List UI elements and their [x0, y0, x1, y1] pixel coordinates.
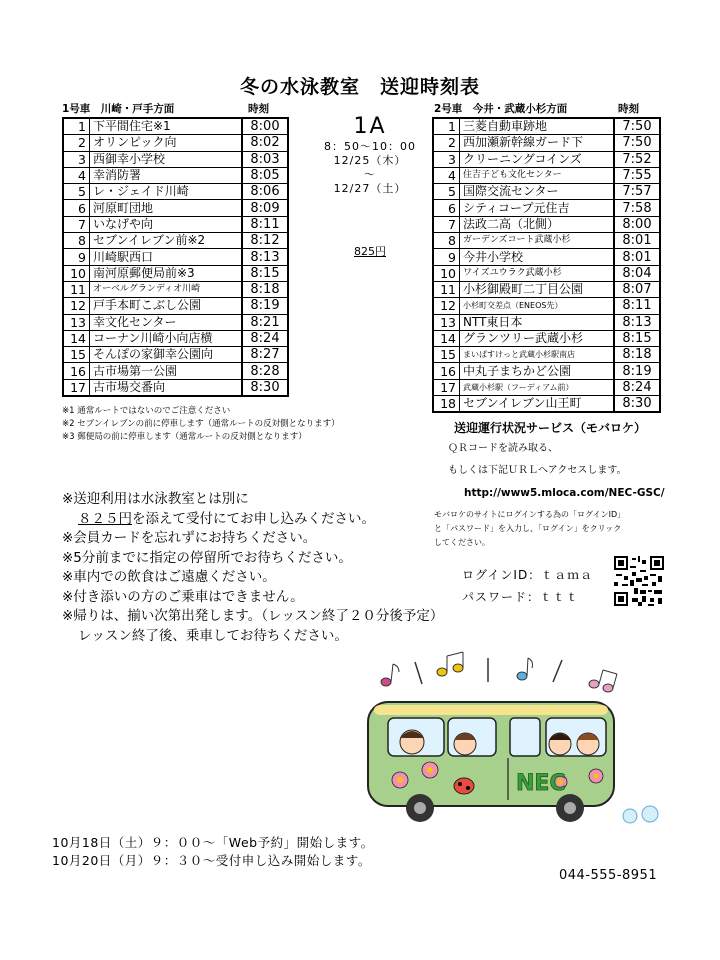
footnote-3: ※3 郵便局の前に停車します（通常ルートの反対側となります） — [62, 432, 307, 442]
right-stop-row — [433, 396, 660, 413]
stop-time: 7:57 — [614, 184, 660, 200]
stop-name: 戸手本町こぶし公園 — [90, 298, 243, 314]
stop-time: 7:50 — [614, 135, 660, 151]
stop-name: いなげや向 — [90, 216, 243, 232]
course-code: 1A — [353, 114, 387, 139]
note-fee: ８２５円 — [78, 510, 132, 527]
stop-time: 8:24 — [614, 379, 660, 395]
stop-time: 8:15 — [242, 265, 288, 281]
note-1a: ※送迎利用は水泳教室とは別に — [62, 491, 249, 507]
note-1b — [62, 510, 443, 530]
stop-name: 河原町団地 — [90, 200, 243, 216]
right-stop-row — [433, 167, 660, 183]
stop-number: 1 — [433, 118, 460, 135]
stop-time: 7:58 — [614, 200, 660, 216]
stop-name: クリーニングコインズ — [460, 151, 615, 167]
fee-label: 825円 — [354, 245, 386, 258]
right-time-header: 時刻 — [618, 103, 639, 115]
stop-number: 6 — [433, 200, 460, 216]
music-note-icon — [589, 670, 617, 692]
stop-time: 8:13 — [242, 249, 288, 265]
stop-number: 13 — [433, 314, 460, 330]
stop-name: セブンイレブン山王町 — [460, 396, 615, 413]
stop-time: 8:05 — [242, 167, 288, 183]
right-stop-row — [433, 249, 660, 265]
stop-name: シティコープ元住吉 — [460, 200, 615, 216]
stop-time: 8:07 — [614, 281, 660, 297]
stop-time: 8:21 — [242, 314, 288, 330]
stop-name: NTT東日本 — [460, 314, 615, 330]
stop-number: 14 — [433, 330, 460, 346]
stop-time: 8:18 — [242, 281, 288, 297]
stop-time: 8:03 — [242, 151, 288, 167]
stop-name: 小杉町交差点（ENEOS先） — [460, 298, 615, 314]
left-stop-row — [63, 118, 288, 135]
stop-name: ワイズユウラク武蔵小杉 — [460, 265, 615, 281]
stop-time: 8:28 — [242, 363, 288, 379]
course-hours: 8：50〜10：00 — [324, 140, 416, 153]
stop-name: 中丸子まちかど公園 — [460, 363, 615, 379]
stop-number: 4 — [63, 167, 90, 183]
service-desc-1: モバロケのサイトにログインする為の「ログインID」 — [434, 510, 626, 519]
left-stop-row — [63, 249, 288, 265]
stop-time: 8:30 — [614, 396, 660, 413]
stop-time: 8:12 — [242, 233, 288, 249]
stop-time: 8:06 — [242, 184, 288, 200]
stop-time: 8:30 — [242, 379, 288, 396]
stop-name: 幸消防署 — [90, 167, 243, 183]
left-timetable — [62, 117, 289, 397]
login-password: パスワード：ｔｔｔ — [462, 590, 580, 604]
right-stop-row — [433, 314, 660, 330]
left-stop-row — [63, 314, 288, 330]
left-time-header: 時刻 — [248, 103, 269, 115]
stop-number: 10 — [433, 265, 460, 281]
note-4: ※車内での飲食はご遠慮ください。 — [62, 569, 276, 585]
tracking-service — [434, 419, 694, 550]
stop-name: ガーデンズコート武蔵小杉 — [460, 233, 615, 249]
note-5: ※付き添いの方のご乗車はできません。 — [62, 588, 304, 605]
left-route-header — [62, 101, 269, 116]
music-note-icon — [381, 664, 399, 686]
left-stop-row — [63, 281, 288, 297]
stop-number: 16 — [63, 363, 90, 379]
right-stop-row — [433, 265, 660, 281]
right-stop-row — [433, 363, 660, 379]
stop-time: 7:52 — [614, 151, 660, 167]
stop-number: 3 — [63, 151, 90, 167]
left-stop-row — [63, 233, 288, 249]
stop-name: 住吉子ども文化センター — [460, 167, 615, 183]
stop-name: まいばすけっと武蔵小杉駅南店 — [460, 347, 615, 363]
stop-number: 2 — [63, 135, 90, 151]
stop-name: 小杉御殿町二丁目公園 — [460, 281, 615, 297]
service-url-link[interactable]: http://www5.mloca.com/NEC-GSC/ — [464, 487, 665, 499]
stop-name: 幸文化センター — [90, 314, 243, 330]
right-stop-row — [433, 330, 660, 346]
stop-time: 7:55 — [614, 167, 660, 183]
stop-number: 8 — [433, 233, 460, 249]
bus-illustration — [360, 650, 670, 830]
stop-name: 川崎駅西口 — [90, 249, 243, 265]
left-stop-row — [63, 347, 288, 363]
stop-time: 8:09 — [242, 200, 288, 216]
note-3: ※5分前までに指定の停留所でお待ちください。 — [62, 549, 352, 566]
left-stop-row — [63, 379, 288, 396]
stop-number: 13 — [63, 314, 90, 330]
date-end: 12/27（土） — [333, 182, 407, 195]
date-start: 12/25（木） — [333, 154, 407, 167]
right-stop-row — [433, 347, 660, 363]
stop-time: 8:01 — [614, 233, 660, 249]
stop-name: セブンイレブン前※2 — [90, 233, 243, 249]
stop-time: 8:11 — [242, 216, 288, 232]
stop-time: 8:19 — [242, 298, 288, 314]
stop-name: 古市場第一公園 — [90, 363, 243, 379]
right-stop-row — [433, 379, 660, 395]
stop-name: 武蔵小杉駅（フーディアム前） — [460, 379, 615, 395]
right-stop-row — [433, 118, 660, 135]
left-stop-row — [63, 184, 288, 200]
stop-number: 3 — [433, 151, 460, 167]
note-1b-rest: を添えて受付にてお申し込みください。 — [132, 510, 375, 527]
right-stop-row — [433, 135, 660, 151]
music-note-icon — [437, 652, 463, 676]
stop-name: 西加瀬新幹線ガード下 — [460, 135, 615, 151]
page-title: 冬の水泳教室 送迎時刻表 — [239, 76, 480, 98]
footnotes — [62, 405, 340, 444]
stop-number: 7 — [433, 216, 460, 232]
qr-code-icon[interactable] — [614, 556, 664, 606]
right-timetable — [432, 117, 661, 413]
stop-time: 8:00 — [242, 118, 288, 135]
stop-number: 9 — [63, 249, 90, 265]
stop-time: 8:11 — [614, 298, 660, 314]
stop-name: コーナン川崎小向店横 — [90, 330, 243, 346]
stop-number: 6 — [63, 200, 90, 216]
stop-time: 8:01 — [614, 249, 660, 265]
left-route-name: 1号車 川崎・戸手方面 — [62, 103, 175, 115]
right-route-header — [434, 101, 639, 116]
stop-number: 12 — [63, 298, 90, 314]
right-stop-row — [433, 184, 660, 200]
stop-name: オリンピック向 — [90, 135, 243, 151]
stop-name: 西御幸小学校 — [90, 151, 243, 167]
stop-number: 17 — [433, 379, 460, 395]
phone-number: 044-555-8951 — [559, 868, 658, 883]
web-booking-notice: 10月18日（土）９：００〜「Web予約」開始します。 — [52, 835, 374, 850]
stop-number: 4 — [433, 167, 460, 183]
ladybug-icon — [454, 778, 474, 794]
stop-time: 8:04 — [614, 265, 660, 281]
left-stop-row — [63, 298, 288, 314]
bus-logo: NEC — [516, 771, 566, 796]
stop-time: 8:19 — [614, 363, 660, 379]
stop-name: 今井小学校 — [460, 249, 615, 265]
stop-time: 8:02 — [242, 135, 288, 151]
stop-name: 下平間住宅※1 — [90, 118, 243, 135]
stop-number: 18 — [433, 396, 460, 413]
left-stop-row — [63, 330, 288, 346]
stop-number: 15 — [63, 347, 90, 363]
stop-number: 10 — [63, 265, 90, 281]
right-stop-row — [433, 233, 660, 249]
stop-name: 法政二高（北側） — [460, 216, 615, 232]
left-stop-row — [63, 265, 288, 281]
right-stop-row — [433, 151, 660, 167]
service-desc-2: と「パスワード」を入力し、「ログイン」をクリック — [434, 524, 622, 533]
service-line-2: もしくは下記ＵＲＬへアクセスします。 — [448, 465, 627, 476]
stop-time: 8:18 — [614, 347, 660, 363]
main-notes — [62, 490, 443, 646]
stop-number: 1 — [63, 118, 90, 135]
service-line-1: ＱＲコードを読み取る、 — [448, 443, 558, 454]
music-note-icon — [517, 658, 533, 680]
stop-number: 2 — [433, 135, 460, 151]
service-desc-3: してください。 — [434, 538, 490, 547]
right-route-name: 2号車 今井・武蔵小杉方面 — [434, 103, 568, 115]
stop-time: 8:13 — [614, 314, 660, 330]
note-2: ※会員カードを忘れずにお持ちください。 — [62, 530, 317, 546]
left-stop-row — [63, 135, 288, 151]
note-7: レッスン終了後、乗車してお待ちください。 — [78, 627, 348, 644]
stop-number: 15 — [433, 347, 460, 363]
stop-number: 17 — [63, 379, 90, 396]
stop-time: 8:15 — [614, 330, 660, 346]
stop-name: レ・ジェイド川崎 — [90, 184, 243, 200]
stop-number: 16 — [433, 363, 460, 379]
stop-name: 国際交流センター — [460, 184, 615, 200]
right-stop-row — [433, 200, 660, 216]
footnote-2: ※2 セブンイレブンの前に停車します（通常ルートの反対側となります） — [62, 419, 340, 429]
stop-time: 8:27 — [242, 347, 288, 363]
login-id: ログインID：ｔａｍａ — [462, 568, 594, 582]
left-stop-row — [63, 363, 288, 379]
left-stop-row — [63, 151, 288, 167]
right-stop-row — [433, 298, 660, 314]
reception-notice: 10月20日（月）９：３０〜受付申し込み開始します。 — [52, 853, 371, 868]
stop-time: 8:00 — [614, 216, 660, 232]
stop-number: 14 — [63, 330, 90, 346]
stop-name: 三菱自動車跡地 — [460, 118, 615, 135]
stop-number: 9 — [433, 249, 460, 265]
stop-name: そんぽの家御幸公園向 — [90, 347, 243, 363]
service-heading: 送迎運行状況サービス（モバロケ） — [454, 421, 647, 435]
left-stop-row — [63, 167, 288, 183]
left-stop-row — [63, 216, 288, 232]
stop-number: 11 — [433, 281, 460, 297]
stop-number: 7 — [63, 216, 90, 232]
stop-number: 11 — [63, 281, 90, 297]
stop-name: オーベルグランディオ川崎 — [90, 281, 243, 297]
left-stop-row — [63, 200, 288, 216]
right-stop-row — [433, 216, 660, 232]
stop-number: 8 — [63, 233, 90, 249]
footnote-1: ※1 通常ルートではないのでご注意ください — [62, 406, 231, 416]
stop-number: 5 — [433, 184, 460, 200]
stop-number: 12 — [433, 298, 460, 314]
stop-time: 7:50 — [614, 118, 660, 135]
stop-name: 古市場交番向 — [90, 379, 243, 396]
note-6: ※帰りは、揃い次第出発します。（レッスン終了２０分後予定） — [62, 608, 444, 624]
stop-name: グランツリー武蔵小杉 — [460, 330, 615, 346]
stop-time: 8:24 — [242, 330, 288, 346]
right-stop-row — [433, 281, 660, 297]
stop-name: 南河原郵便局前※3 — [90, 265, 243, 281]
stop-number: 5 — [63, 184, 90, 200]
date-tilde: 〜 — [364, 168, 376, 181]
